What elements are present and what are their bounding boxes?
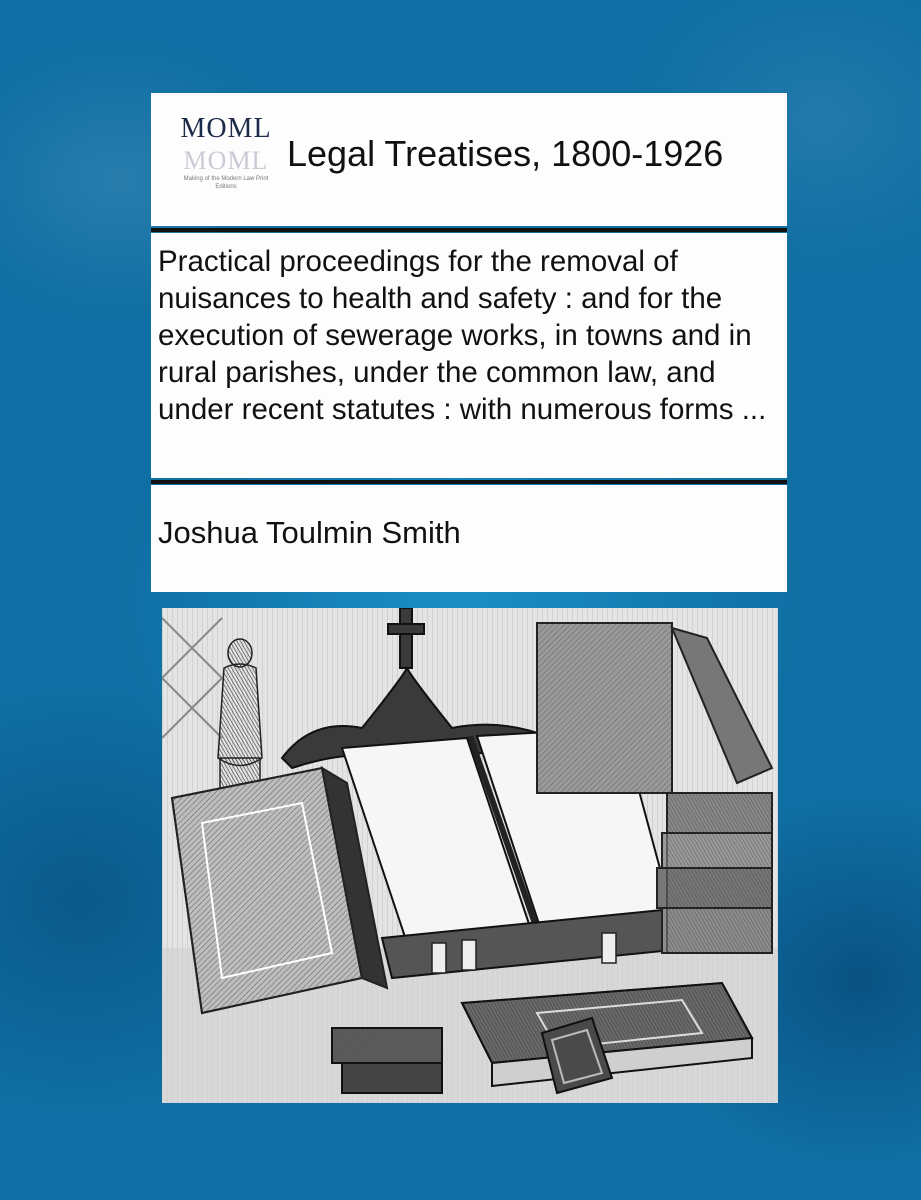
books-lectern-engraving-icon (162, 608, 778, 1103)
author-panel (151, 485, 787, 592)
divider-rule (151, 480, 787, 484)
moml-logo (171, 113, 281, 203)
engraving-illustration (162, 608, 778, 1103)
moml-logo-reflection: MOML (183, 146, 269, 175)
moml-logo-text: MOML (180, 113, 272, 144)
book-title: Practical proceedings for the removal of nuisances to health and safety : and for the execution of sewerage works, in towns and in rural parishes, under the common law, and under recent statutes : with numerous forms ... (158, 245, 767, 426)
series-title: Legal Treatises, 1800-1926 (287, 133, 724, 174)
series-banner (151, 93, 787, 226)
divider-rule (151, 228, 787, 232)
title-panel (151, 233, 787, 478)
moml-logo-tagline: Making of the Modern Law Print Editions (183, 176, 269, 190)
author-name: Joshua Toulmin Smith (158, 515, 461, 550)
